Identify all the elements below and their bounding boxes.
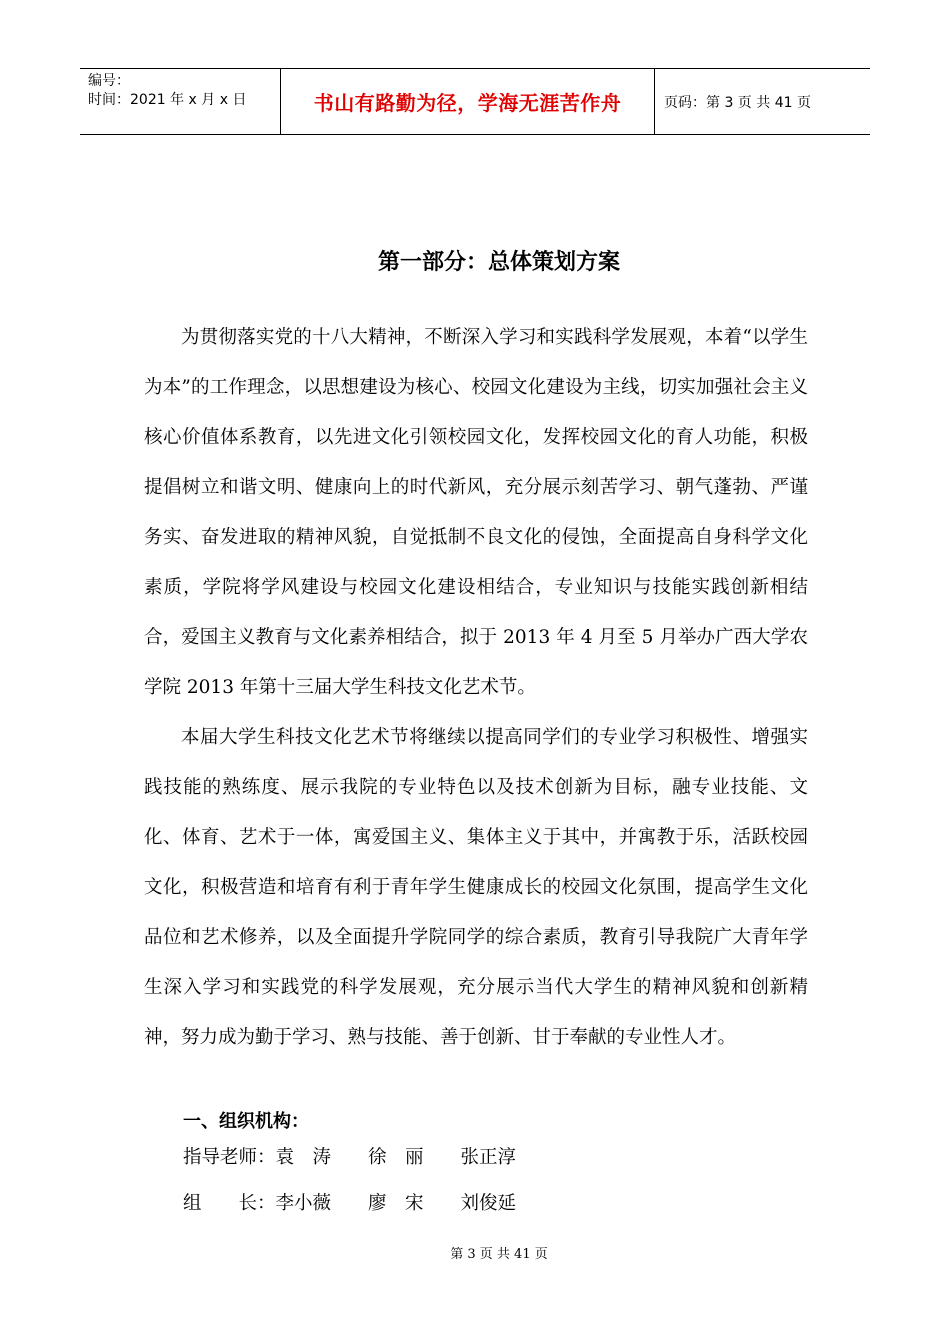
- paragraph: 为贯彻落实党的十八大精神，不断深入学习和实践科学发展观，本着“以学生为本”的工作理念，以思想建设为核心、校园文化建设为主线，切实加强社会主义核心价值体系教育，以先进文化引领校园文化，发挥校园文化的育人功能，积极提倡树立和谐文明、健康向上的时代新风，充分展示刻苦学习、朝气蓬勃、严谨务实、奋发进取的精神风貌，自觉抵制不良文化的侵蚀，全面提高自身科学文化素质，学院将学风建设与校园文化建设相结合，专业知识与技能实践创新相结合，爱国主义教育与文化素养相结合，拟于 2013 年 4 月至 5 月举办广西大学农学院 2013 年第十三届大学生科技文化艺术节。: [144, 327, 808, 698]
- number-label: 编号：: [88, 73, 130, 89]
- section-title-organization: 一、组织机构：: [183, 1111, 309, 1132]
- document-title: 第一部分：总体策划方案: [377, 250, 620, 275]
- paragraph: 本届大学生科技文化艺术节将继续以提高同学们的专业学习积极性、增强实践技能的熟练度、展示我院的专业特色以及技术创新为目标，融专业技能、文化、体育、艺术于一体，寓爱国主义、集体主义于其中，并寓教于乐，活跃校园文化，积极营造和培育有利于青年学生健康成长的校园文化氛围，提高学生文化品位和艺术修养，以及全面提升学院同学的综合素质，教育引导我院广大青年学生深入学习和实践党的科学发展观，充分展示当代大学生的精神风貌和创新精神，努力成为勤于学习、熟与技能、善于创新、甘于奉献的专业性人才。: [144, 727, 808, 1048]
- page-footer: 第 3 页 共 41 页: [450, 1247, 548, 1262]
- document-body: [144, 313, 808, 1063]
- org-line-leaders: 组 长：李小薇 廖 宋 刘俊延: [183, 1193, 517, 1214]
- page-header: [80, 68, 870, 135]
- header-page-info: 页码：第 3 页 共 41 页: [664, 94, 811, 111]
- header-motto: 书山有路勤为径，学海无涯苦作舟: [281, 69, 655, 134]
- header-meta: [80, 69, 281, 134]
- org-line-advisors: 指导老师：袁 涛 徐 丽 张正淳: [183, 1147, 517, 1168]
- time-label: 时间：2021 年 x 月 x 日: [88, 92, 247, 108]
